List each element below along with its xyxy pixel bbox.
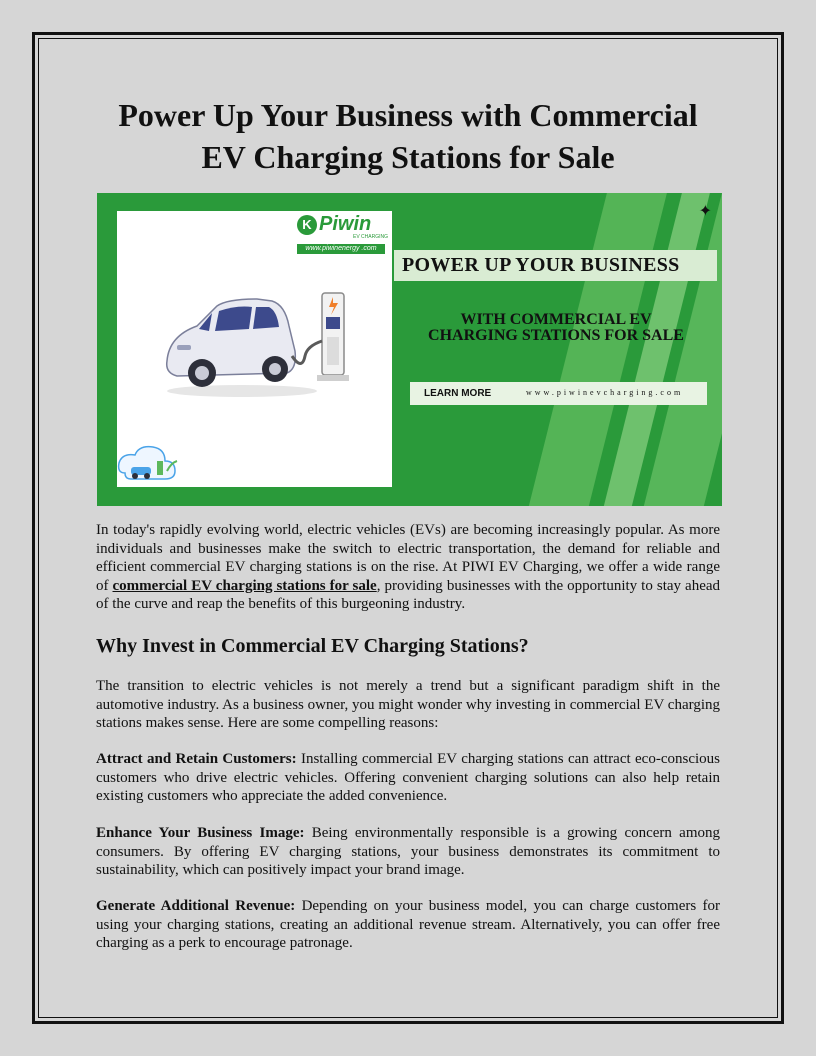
section-intro-paragraph: The transition to electric vehicles is not merely a trend but a significant paradigm shift in the automotive industry. As a business owner, you might wonder why investing in commercial EV charging stations makes sense. Here are some compelling reasons:	[96, 678, 720, 731]
banner-subheadline-line-1: WITH COMMERCIAL EV	[460, 311, 652, 328]
reason-title: Enhance Your Business Image:	[96, 825, 305, 841]
ev-car-charging-illustration	[157, 281, 357, 401]
intro-text-start: In today's rapidly evolving world, electric vehicles (EVs) are becoming increasingly popular. As more individuals and businesses make the switch to electric transportation, the demand for reliable and efficient commercial EV charging stations is on the rise. At PIWI EV Charging, we offer a wide range of	[96, 522, 720, 594]
page-title-line-2: EV Charging Stations for Sale	[201, 139, 615, 175]
reason-text: Depending on your business model, you can charge customers for using your charging stations, creating an additional revenue stream. Alternatively, you can offer free charging as a perk to encourage patronage.	[96, 898, 721, 951]
reason-item	[96, 824, 720, 880]
section-intro	[96, 677, 720, 733]
banner-subheadline	[397, 312, 715, 344]
sparkle-icon: ✦	[698, 203, 712, 220]
logo-url: www.piwinenergy .com	[297, 244, 385, 254]
banner-image-panel	[117, 211, 392, 487]
logo-tagline: EV CHARGING	[353, 234, 389, 240]
banner-subheadline-line-2: CHARGING STATIONS FOR SALE	[428, 327, 684, 344]
intro-text-end: , providing businesses with the opportunity to stay ahead of the curve and reap the benefits of this burgeoning industry.	[96, 577, 721, 612]
reason-paragraph	[96, 824, 720, 880]
banner-headline: POWER UP YOUR BUSINESS	[394, 250, 717, 281]
logo-mark-icon: K	[297, 215, 317, 235]
intro-section	[96, 521, 720, 614]
banner-website-url: www.piwinevcharging.com	[526, 388, 684, 397]
intro-paragraph	[96, 521, 720, 614]
why-invest-section	[96, 634, 720, 658]
commercial-ev-stations-link[interactable]: commercial EV charging stations for sale	[112, 577, 377, 594]
reason-item	[96, 750, 720, 806]
reason-title: Generate Additional Revenue:	[96, 898, 296, 914]
reason-paragraph	[96, 750, 720, 806]
reason-text: Installing commercial EV charging stations can attract eco-conscious customers who drive electric vehicles. Offering convenient charging solutions can also help retain existing customers who appreciate the added convenience.	[96, 751, 720, 804]
page-title-line-1: Power Up Your Business with Commercial	[118, 97, 698, 133]
reason-paragraph	[96, 897, 720, 953]
learn-more-button[interactable]: LEARN MORE	[424, 388, 492, 399]
section-heading: Why Invest in Commercial EV Charging Stations?	[96, 635, 529, 657]
reason-title: Attract and Retain Customers:	[96, 751, 297, 767]
hero-banner	[97, 193, 722, 506]
reason-text: Being environmentally responsible is a growing concern among consumers. By offering EV charging stations, your business demonstrates its commitment to sustainability, which can positively impact your brand image.	[96, 825, 720, 878]
brand-logo	[297, 215, 389, 259]
banner-cta-bar	[410, 382, 707, 405]
reason-item	[96, 897, 720, 953]
page-title	[96, 94, 720, 178]
logo-wordmark: Piwin	[319, 213, 372, 235]
eco-car-cloud-icon	[117, 443, 187, 487]
